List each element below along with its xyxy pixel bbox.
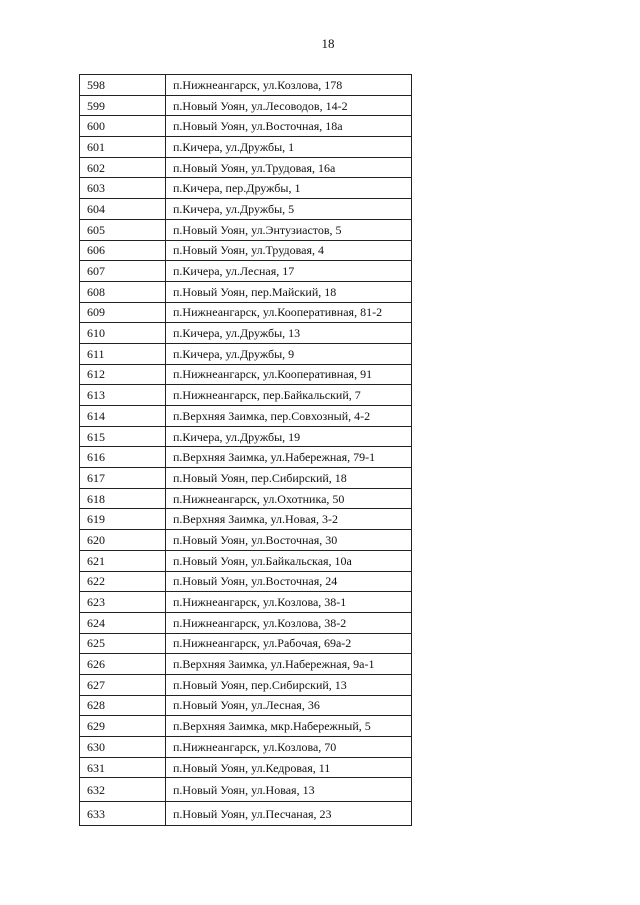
table-row: [80, 116, 412, 137]
table-row: [80, 633, 412, 654]
address-cell: п.Новый Уоян, ул.Лесная, 36: [166, 695, 412, 716]
address-cell: п.Верхняя Заимка, пер.Совхозный, 4-2: [166, 406, 412, 427]
address-cell: п.Новый Уоян, ул.Энтузиастов, 5: [166, 219, 412, 240]
address-cell: п.Верхняя Заимка, ул.Новая, 3-2: [166, 509, 412, 530]
row-number-cell: 629: [80, 716, 166, 737]
row-number-cell: 632: [80, 778, 166, 802]
table-row: [80, 281, 412, 302]
page-number: 18: [321, 36, 335, 51]
address-cell: п.Новый Уоян, ул.Трудовая, 16а: [166, 157, 412, 178]
address-cell: п.Новый Уоян, ул.Восточная, 18а: [166, 116, 412, 137]
address-table-body: [80, 75, 412, 826]
address-cell: п.Кичера, ул.Дружбы, 1: [166, 137, 412, 158]
row-number-cell: 605: [80, 219, 166, 240]
table-row: [80, 509, 412, 530]
row-number-cell: 608: [80, 281, 166, 302]
row-number-cell: 617: [80, 468, 166, 489]
address-cell: п.Новый Уоян, ул.Восточная, 24: [166, 571, 412, 592]
address-cell: п.Нижнеангарск, ул.Козлова, 38-1: [166, 592, 412, 613]
address-cell: п.Кичера, пер.Дружбы, 1: [166, 178, 412, 199]
table-row: [80, 716, 412, 737]
row-number-cell: 602: [80, 157, 166, 178]
row-number-cell: 622: [80, 571, 166, 592]
row-number-cell: 619: [80, 509, 166, 530]
address-cell: п.Нижнеангарск, ул.Охотника, 50: [166, 488, 412, 509]
table-row: [80, 199, 412, 220]
row-number-cell: 626: [80, 654, 166, 675]
table-row: [80, 385, 412, 406]
address-cell: п.Кичера, ул.Дружбы, 5: [166, 199, 412, 220]
table-row: [80, 426, 412, 447]
address-cell: п.Кичера, ул.Дружбы, 13: [166, 323, 412, 344]
table-row: [80, 488, 412, 509]
address-cell: п.Новый Уоян, пер.Сибирский, 13: [166, 674, 412, 695]
table-row: [80, 178, 412, 199]
row-number-cell: 630: [80, 737, 166, 758]
table-row: [80, 612, 412, 633]
row-number-cell: 600: [80, 116, 166, 137]
table-row: [80, 343, 412, 364]
row-number-cell: 611: [80, 343, 166, 364]
table-row: [80, 778, 412, 802]
address-cell: п.Верхняя Заимка, ул.Набережная, 9а-1: [166, 654, 412, 675]
row-number-cell: 601: [80, 137, 166, 158]
address-cell: п.Нижнеангарск, ул.Козлова, 178: [166, 75, 412, 96]
row-number-cell: 612: [80, 364, 166, 385]
address-cell: п.Нижнеангарск, ул.Козлова, 38-2: [166, 612, 412, 633]
address-table: [79, 74, 412, 826]
address-cell: п.Новый Уоян, ул.Кедровая, 11: [166, 757, 412, 778]
table-row: [80, 157, 412, 178]
table-row: [80, 737, 412, 758]
address-cell: п.Новый Уоян, ул.Лесоводов, 14-2: [166, 95, 412, 116]
address-cell: п.Нижнеангарск, пер.Байкальский, 7: [166, 385, 412, 406]
table-row: [80, 550, 412, 571]
table-row: [80, 757, 412, 778]
address-cell: п.Верхняя Заимка, ул.Набережная, 79-1: [166, 447, 412, 468]
table-row: [80, 261, 412, 282]
row-number-cell: 606: [80, 240, 166, 261]
table-row: [80, 364, 412, 385]
row-number-cell: 618: [80, 488, 166, 509]
row-number-cell: 604: [80, 199, 166, 220]
address-cell: п.Новый Уоян, ул.Песчаная, 23: [166, 802, 412, 826]
row-number-cell: 624: [80, 612, 166, 633]
row-number-cell: 609: [80, 302, 166, 323]
address-cell: п.Новый Уоян, пер.Майский, 18: [166, 281, 412, 302]
row-number-cell: 616: [80, 447, 166, 468]
table-row: [80, 219, 412, 240]
row-number-cell: 614: [80, 406, 166, 427]
table-row: [80, 530, 412, 551]
row-number-cell: 599: [80, 95, 166, 116]
table-row: [80, 323, 412, 344]
row-number-cell: 603: [80, 178, 166, 199]
table-row: [80, 75, 412, 96]
address-cell: п.Нижнеангарск, ул.Козлова, 70: [166, 737, 412, 758]
table-row: [80, 674, 412, 695]
table-row: [80, 695, 412, 716]
table-row: [80, 571, 412, 592]
row-number-cell: 621: [80, 550, 166, 571]
table-row: [80, 302, 412, 323]
table-row: [80, 802, 412, 826]
address-cell: п.Нижнеангарск, ул.Кооперативная, 91: [166, 364, 412, 385]
address-cell: п.Кичера, ул.Дружбы, 9: [166, 343, 412, 364]
address-cell: п.Новый Уоян, ул.Новая, 13: [166, 778, 412, 802]
address-cell: п.Новый Уоян, ул.Восточная, 30: [166, 530, 412, 551]
row-number-cell: 631: [80, 757, 166, 778]
address-cell: п.Новый Уоян, пер.Сибирский, 18: [166, 468, 412, 489]
table-row: [80, 654, 412, 675]
row-number-cell: 598: [80, 75, 166, 96]
row-number-cell: 610: [80, 323, 166, 344]
address-cell: п.Кичера, ул.Лесная, 17: [166, 261, 412, 282]
address-cell: п.Нижнеангарск, ул.Кооперативная, 81-2: [166, 302, 412, 323]
table-row: [80, 137, 412, 158]
table-row: [80, 406, 412, 427]
row-number-cell: 623: [80, 592, 166, 613]
address-cell: п.Кичера, ул.Дружбы, 19: [166, 426, 412, 447]
address-cell: п.Нижнеангарск, ул.Рабочая, 69а-2: [166, 633, 412, 654]
address-cell: п.Новый Уоян, ул.Байкальская, 10а: [166, 550, 412, 571]
address-cell: п.Новый Уоян, ул.Трудовая, 4: [166, 240, 412, 261]
row-number-cell: 633: [80, 802, 166, 826]
table-row: [80, 468, 412, 489]
address-cell: п.Верхняя Заимка, мкр.Набережный, 5: [166, 716, 412, 737]
table-row: [80, 592, 412, 613]
row-number-cell: 615: [80, 426, 166, 447]
row-number-cell: 628: [80, 695, 166, 716]
row-number-cell: 620: [80, 530, 166, 551]
row-number-cell: 613: [80, 385, 166, 406]
table-row: [80, 447, 412, 468]
table-row: [80, 240, 412, 261]
row-number-cell: 607: [80, 261, 166, 282]
row-number-cell: 627: [80, 674, 166, 695]
table-row: [80, 95, 412, 116]
row-number-cell: 625: [80, 633, 166, 654]
